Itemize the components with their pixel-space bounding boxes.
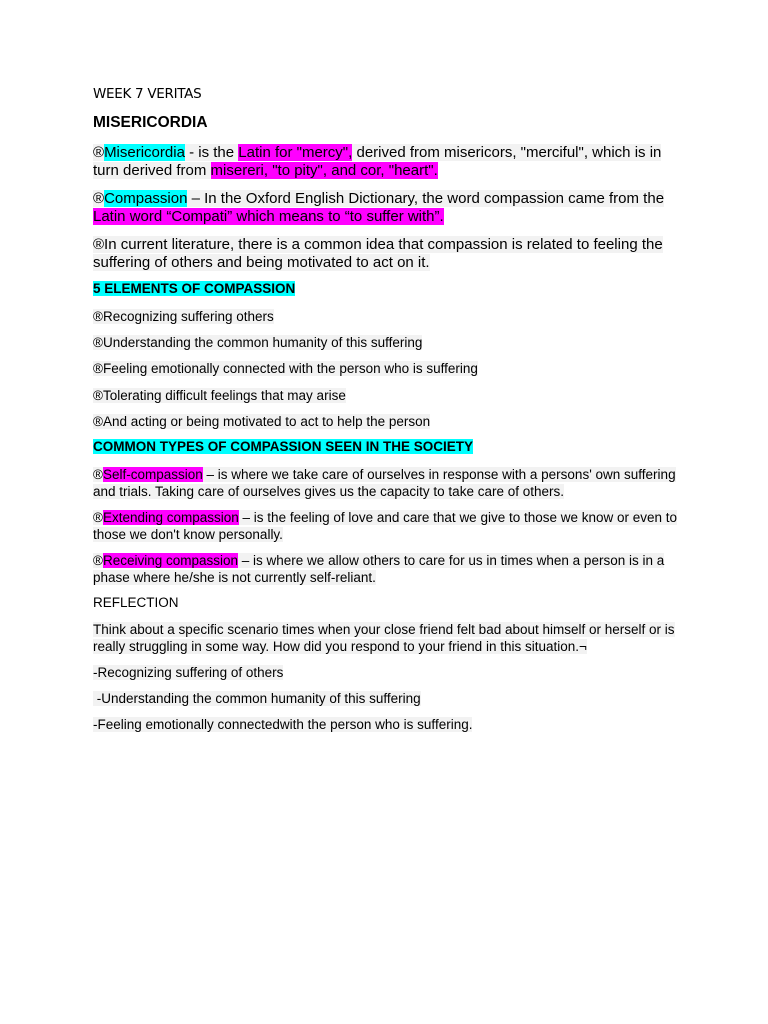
reg-mark: ® — [93, 510, 103, 525]
heading-text: 5 ELEMENTS OF COMPASSION — [93, 281, 296, 296]
para-text: Think about a specific scenario times when your close friend felt bad about himself or herself or is really struggling in some way. How did you respond to your friend in this situation.¬ — [93, 622, 675, 654]
term-highlight: Receiving compassion — [102, 553, 239, 568]
term-highlight: Compassion — [104, 190, 188, 207]
para-text: ®In current literature, there is a common idea that compassion is related to feeling the suffering of others and being motivated to act on it. — [93, 236, 663, 271]
type-receiving-compassion — [93, 552, 683, 586]
type-extending-compassion — [93, 509, 683, 543]
para-text: – is where we allow others to care for us in times when a person is in a phase where he/she is not currently self-reliant. — [93, 553, 665, 585]
element-item: ®And acting or being motivated to act to help the person — [93, 414, 431, 429]
reflection-item: -Understanding the common humanity of this suffering — [93, 691, 421, 706]
term-highlight: Self-compassion — [102, 467, 203, 482]
intro-compassion — [93, 190, 683, 226]
latin-highlight: misereri, "to pity", and cor, "heart". — [210, 162, 438, 179]
reg-mark: ® — [93, 553, 103, 568]
reg-mark: ® — [93, 144, 105, 161]
reg-mark: ® — [93, 467, 103, 482]
para-text: – In the Oxford English Dictionary, the word compassion came from the — [187, 190, 665, 207]
reflection-item: -Feeling emotionally connectedwith the person who is suffering. — [93, 717, 473, 732]
element-item: ®Tolerating difficult feelings that may arise — [93, 388, 346, 403]
intro-misericordia — [93, 144, 683, 180]
reflection-heading — [93, 594, 683, 611]
latin-highlight: Latin for "mercy", — [238, 144, 353, 161]
types-heading — [93, 439, 683, 454]
document-title: MISERICORDIA — [93, 114, 208, 131]
heading-text: REFLECTION — [93, 595, 179, 610]
term-highlight: Extending compassion — [102, 510, 239, 525]
para-text: – is where we take care of ourselves in response with a persons' own suffering and trials. Taking care of ourselves gives us the capacity to take care of others. — [93, 467, 676, 499]
latin-highlight: Latin word “Compati” which means to “to suffer with”. — [93, 208, 444, 225]
term-highlight: Misericordia — [104, 144, 185, 161]
elements-heading — [93, 281, 683, 296]
element-item: ®Recognizing suffering others — [93, 309, 274, 324]
reg-mark: ® — [93, 190, 105, 207]
element-item: ®Feeling emotionally connected with the person who is suffering — [93, 361, 478, 376]
element-item: ®Understanding the common humanity of this suffering — [93, 335, 423, 350]
reflection-prompt — [93, 621, 683, 655]
para-text: – is the feeling of love and care that we give to those we know or even to those we don't know personally. — [93, 510, 678, 542]
heading-text: COMMON TYPES OF COMPASSION SEEN IN THE SOCIETY — [93, 439, 474, 454]
para-text: derived from misericors, "merciful", which is in turn derived from — [93, 144, 662, 179]
reflection-item: -Recognizing suffering of others — [93, 665, 284, 680]
intro-literature — [93, 236, 683, 272]
week-title: WEEK 7 VERITAS — [93, 86, 202, 102]
type-self-compassion — [93, 466, 683, 500]
para-text: - is the — [184, 144, 239, 161]
